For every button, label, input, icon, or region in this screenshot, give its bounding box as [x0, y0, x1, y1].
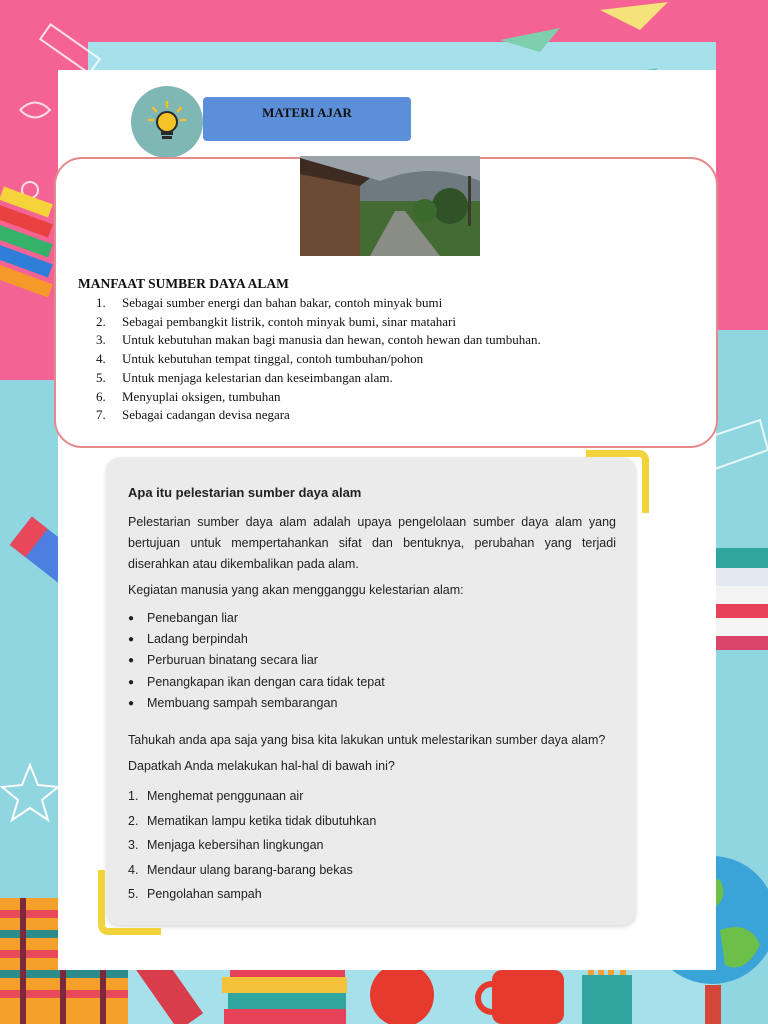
list-number: 4.: [96, 351, 106, 367]
bullet-icon: ●: [128, 676, 135, 688]
list-text: Sebagai sumber energi dan bahan bakar, contoh minyak bumi: [122, 295, 443, 310]
corner-accent-top-right: [586, 450, 649, 513]
list-text: Mendaur ulang barang-barang bekas: [147, 862, 353, 877]
list-number: 3.: [128, 838, 139, 853]
list-item: [96, 331, 541, 350]
list-item: [128, 833, 376, 858]
list-text: Untuk kebutuhan makan bagi manusia dan hewan, contoh hewan dan tumbuhan.: [122, 332, 541, 348]
list-item: [128, 608, 385, 629]
list-number: 1.: [96, 295, 106, 310]
list-text: Untuk menjaga kelestarian dan keseimbangan alam.: [122, 369, 393, 385]
list-item: [96, 294, 541, 313]
list-number: 4.: [128, 862, 139, 877]
star-doodle-icon: [2, 765, 58, 820]
list-text: Perburuan binatang secara liar: [147, 653, 318, 668]
list-item: [128, 858, 376, 883]
page-title: MATERI AJAR: [203, 97, 411, 141]
bullet-icon: ●: [128, 697, 135, 709]
question-one: Tahukah anda apa saja yang bisa kita lakukan untuk melestarikan sumber daya alam?: [128, 733, 606, 747]
list-item: [96, 350, 541, 369]
lightbulb-icon: [147, 100, 187, 144]
list-text: Pengolahan sampah: [147, 887, 262, 902]
list-item: [128, 672, 385, 693]
list-number: 3.: [96, 332, 106, 348]
village-road-photo: [300, 156, 480, 256]
threats-intro: Kegiatan manusia yang akan mengganggu kelestarian alam:: [128, 583, 464, 597]
list-item: [128, 882, 376, 907]
paper-plane-icon: [600, 2, 668, 30]
list-item: [128, 784, 376, 809]
list-text: Sebagai pembangkit listrik, contoh minyak bumi, sinar matahari: [122, 313, 456, 329]
list-number: 6.: [96, 388, 106, 404]
list-item: [128, 809, 376, 834]
crayons-icon: [0, 187, 53, 298]
panel-title: Apa itu pelestarian sumber daya alam: [128, 485, 362, 500]
list-item: [96, 406, 541, 425]
bullet-icon: ●: [128, 634, 135, 646]
list-number: 7.: [96, 407, 106, 423]
header-icon-badge: [131, 86, 203, 158]
list-item: [96, 369, 541, 388]
benefits-heading: MANFAAT SUMBER DAYA ALAM: [78, 276, 289, 291]
paper-plane-icon: [500, 28, 560, 52]
list-text: Untuk kebutuhan tempat tinggal, contoh tumbuhan/pohon: [122, 351, 424, 367]
list-number: 1.: [128, 789, 139, 803]
cup-icon: [478, 970, 564, 1024]
threats-list: [128, 608, 385, 714]
list-number: 2.: [128, 813, 139, 828]
list-text: Penangkapan ikan dengan cara tidak tepat: [147, 674, 385, 689]
list-item: [128, 629, 385, 650]
list-item: [128, 693, 385, 714]
list-text: Menghemat penggunaan air: [147, 789, 304, 803]
question-two: Dapatkah Anda melakukan hal-hal di bawah ini?: [128, 759, 395, 773]
list-number: 5.: [128, 887, 139, 902]
list-number: 2.: [96, 313, 106, 329]
list-text: Mematikan lampu ketika tidak dibutuhkan: [147, 813, 377, 828]
list-number: 5.: [96, 369, 106, 385]
panel-paragraph: Pelestarian sumber daya alam adalah upaya pengelolaan sumber daya alam yang bertujuan untuk mempertahankan sifat dan bentuknya, perubahan yang terjadi diserahkan atau dikembalikan pada alam.: [128, 515, 616, 571]
benefits-list: [96, 294, 541, 425]
list-text: Menjaga kebersihan lingkungan: [147, 838, 324, 853]
list-text: Menyuplai oksigen, tumbuhan: [122, 388, 281, 404]
list-item: [128, 650, 385, 671]
actions-list: [128, 784, 376, 907]
list-text: Ladang berpindah: [147, 632, 248, 647]
list-item: [96, 313, 541, 332]
bullet-icon: ●: [128, 655, 135, 667]
list-text: Penebangan liar: [147, 611, 239, 625]
bullet-icon: ●: [128, 613, 135, 624]
list-item: [96, 388, 541, 407]
list-text: Sebagai cadangan devisa negara: [122, 407, 290, 423]
list-text: Membuang sampah sembarangan: [147, 695, 338, 710]
